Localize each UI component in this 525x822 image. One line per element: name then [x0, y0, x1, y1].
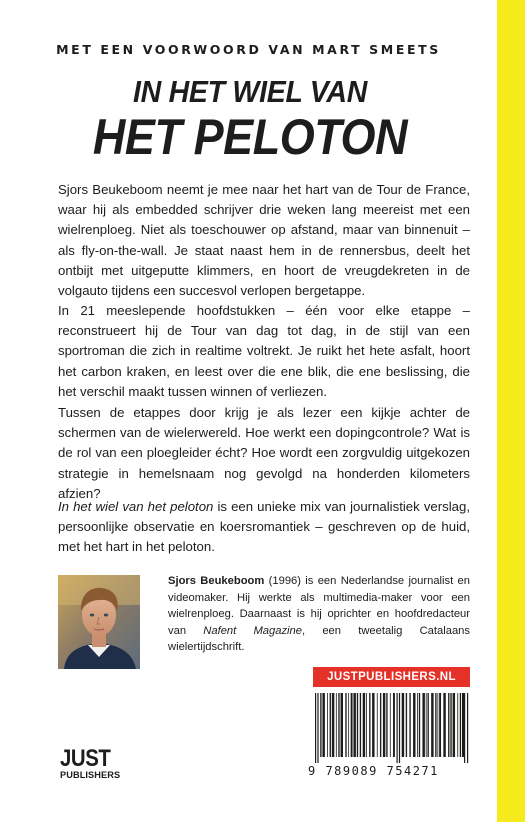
- barcode-bar: [426, 693, 427, 757]
- barcode-bar: [330, 693, 331, 757]
- barcode-bar: [428, 693, 429, 757]
- barcode-bar: [393, 693, 395, 757]
- barcode-bar: [366, 693, 367, 757]
- barcode-bar: [422, 693, 424, 757]
- barcode-bar: [437, 693, 438, 757]
- title-line-2: HET PELOTON: [92, 109, 408, 165]
- barcode-bar: [380, 693, 381, 757]
- barcode-bar: [409, 693, 410, 757]
- barcode-bar: [322, 693, 324, 757]
- author-bio-text-b: , een tweetalig Catalaans wielertijdschrift.: [168, 624, 470, 653]
- barcode-bar: [419, 693, 420, 757]
- barcode-bar: [431, 693, 433, 757]
- author-bio: [168, 573, 470, 656]
- logo-publishers-text: PUBLISHERS: [60, 770, 121, 780]
- yellow-spine: [497, 0, 525, 822]
- barcode-bar: [397, 693, 398, 763]
- author-portrait-illustration: [58, 575, 140, 669]
- barcode-bar: [417, 693, 418, 757]
- barcode-bar: [453, 693, 455, 757]
- barcode-bar: [439, 693, 441, 757]
- blurb-paragraph-1: Sjors Beukeboom neemt je mee naar het hart van de Tour de France, waar hij als embedded schrijver drie weken lang meereist met een wielrenploeg. Niet als toeschouwer op afstand, maar van binnenuit – als fly-on-the-wall. Je staat naast hem in de rennersbus, deelt het ontbijt met uitgeputte klimmers, en hoort de vreugdekreten in de volgauto tijdens een succesvol verlopen bergetappe.: [58, 182, 470, 299]
- blurb-paragraph-4-text: is een unieke mix van journalistiek verslag, persoonlijke observatie en koersromantiek – geschreven op de huid, met het hart in het peloton.: [58, 499, 470, 555]
- barcode-bar: [435, 693, 436, 757]
- blurb-paragraph-3: Tussen de etappes door krijg je als lezer een kijkje achter de schermen van de wielerwereld. Hoe werkt een dopingcontrole? Wat is de rol van een ploegleider écht? Hoe wordt een zorgvuldig uitgekozen strategie in hemelsnaam nog gevolgd na honderden kilometers afzien?: [58, 405, 470, 501]
- magazine-name: Nafent Magazine: [203, 624, 302, 637]
- barcode-bar: [363, 693, 365, 757]
- barcode-bar: [336, 693, 337, 757]
- barcode-bar: [338, 693, 339, 757]
- barcode-bar: [383, 693, 385, 757]
- barcode-bar: [450, 693, 451, 757]
- barcode-bar: [327, 693, 328, 757]
- publisher-url-badge[interactable]: JUSTPUBLISHERS.NL: [313, 667, 470, 687]
- barcode-bar: [353, 693, 355, 757]
- isbn-number: 9 789089 754271: [308, 764, 439, 778]
- barcode-bar: [377, 693, 378, 757]
- barcode-bar: [369, 693, 370, 757]
- barcode-bar: [341, 693, 343, 757]
- barcode-bar: [317, 693, 318, 763]
- author-photo: [58, 575, 140, 669]
- barcode-bar: [360, 693, 361, 757]
- barcode-bar: [357, 693, 358, 757]
- logo-just-text: JUST: [60, 745, 111, 772]
- barcode-bar: [406, 693, 407, 757]
- author-name: Sjors Beukeboom: [168, 575, 265, 587]
- barcode-bar: [332, 693, 334, 757]
- barcode-bar: [402, 693, 404, 757]
- title-line-1: IN HET WIEL VAN: [132, 74, 368, 109]
- isbn-barcode: [314, 693, 470, 763]
- barcode-bar: [315, 693, 316, 763]
- barcode-bar: [386, 693, 387, 757]
- barcode-bar: [460, 693, 461, 757]
- barcode-bar: [345, 693, 346, 757]
- barcode-bar: [372, 693, 374, 757]
- author-bio-text-a: (1996) is een Nederlandse journalist en videomaker. Hij werkte als multimedia-maker voor een wielrenploeg. Daarnaast is hij oprichter en hoofdredacteur van: [168, 575, 470, 637]
- blurb-paragraph-4: [58, 497, 470, 558]
- blurb-paragraph-2: In 21 meeslepende hoofdstukken – één voor elke etappe – reconstrueert hij de Tour van dag tot dag, in de stijl van een sportroman die zich in realtime voltrekt. Je ruikt het hete asfalt, hoort het carbon kraken, en leest over die ene blik, die ene beslissing, die het verschil maakt tussen winnen of verliezen.: [58, 303, 470, 399]
- barcode-bar: [351, 693, 353, 757]
- barcode-bar: [464, 693, 465, 763]
- barcode-bar: [348, 693, 349, 757]
- barcode-bar: [320, 693, 321, 757]
- publisher-logo: [60, 745, 140, 781]
- barcode-bar: [448, 693, 449, 757]
- barcode-bar: [467, 693, 468, 763]
- barcode-bar: [413, 693, 415, 757]
- barcode-bar: [457, 693, 458, 757]
- barcode-bar: [390, 693, 391, 757]
- foreword-kicker: MET EEN VOORWOORD VAN MART SMEETS: [56, 42, 441, 57]
- barcode-bar: [443, 693, 445, 757]
- barcode-bar: [399, 693, 400, 763]
- book-title-italic: In het wiel van het peloton: [58, 499, 214, 514]
